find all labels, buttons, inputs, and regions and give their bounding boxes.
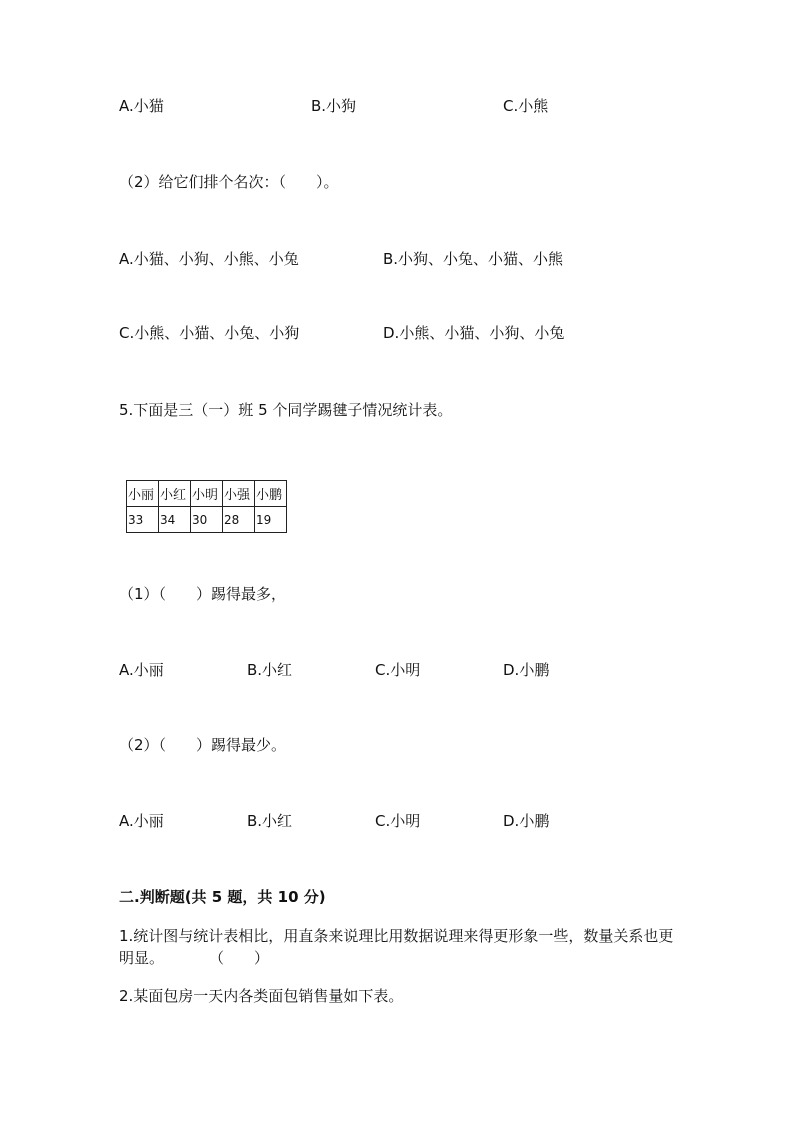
jianzi-stats-table <box>126 480 287 533</box>
q5-part2-option-d: D.小鹏 <box>503 812 550 830</box>
q5-part1-option-d: D.小鹏 <box>503 661 550 679</box>
table-value-row <box>127 507 287 533</box>
q5-part1-prompt: （1）（ ）踢得最多， <box>119 585 287 603</box>
q4-part2-option-a: A.小猫、小狗、小熊、小兔 <box>119 250 299 268</box>
table-value-cell: 30 <box>191 507 223 533</box>
q5-part2-option-c: C.小明 <box>375 812 421 830</box>
q5-part2-option-b: B.小红 <box>247 812 293 830</box>
q4-part2-option-d: D.小熊、小猫、小狗、小兔 <box>383 324 565 342</box>
q5-title: 5.下面是三（一）班 5 个同学踢毽子情况统计表。 <box>119 401 453 419</box>
tf-question-1: 1.统计图与统计表相比，用直条来说理比用数据说理来得更形象一些，数量关系也更明显。 （ ） <box>119 927 674 967</box>
table-header-cell: 小鹏 <box>255 481 287 507</box>
tf-question-2: 2.某面包房一天内各类面包销售量如下表。 <box>119 987 404 1005</box>
q4-option-a: A.小猫 <box>119 97 164 115</box>
q4-part2-prompt: （2）给它们排个名次：（ ）。 <box>119 173 339 191</box>
q5-part1-option-a: A.小丽 <box>119 661 164 679</box>
q4-part2-option-b: B.小狗、小兔、小猫、小熊 <box>383 250 564 268</box>
q5-part1-option-c: C.小明 <box>375 661 421 679</box>
table-header-cell: 小丽 <box>127 481 159 507</box>
q4-part2-option-c: C.小熊、小猫、小兔、小狗 <box>119 324 300 342</box>
section-heading: 二.判断题(共 5 题，共 10 分) <box>119 888 326 906</box>
table-header-cell: 小强 <box>223 481 255 507</box>
table-header-row <box>127 481 287 507</box>
table-header-cell: 小红 <box>159 481 191 507</box>
table-value-cell: 33 <box>127 507 159 533</box>
q4-option-b: B.小狗 <box>311 97 357 115</box>
table-value-cell: 19 <box>255 507 287 533</box>
q5-part2-option-a: A.小丽 <box>119 812 164 830</box>
q5-part2-prompt: （2）（ ）踢得最少。 <box>119 736 287 754</box>
table-value-cell: 28 <box>223 507 255 533</box>
table-value-cell: 34 <box>159 507 191 533</box>
table-header-cell: 小明 <box>191 481 223 507</box>
q5-part1-option-b: B.小红 <box>247 661 293 679</box>
q4-option-c: C.小熊 <box>503 97 549 115</box>
